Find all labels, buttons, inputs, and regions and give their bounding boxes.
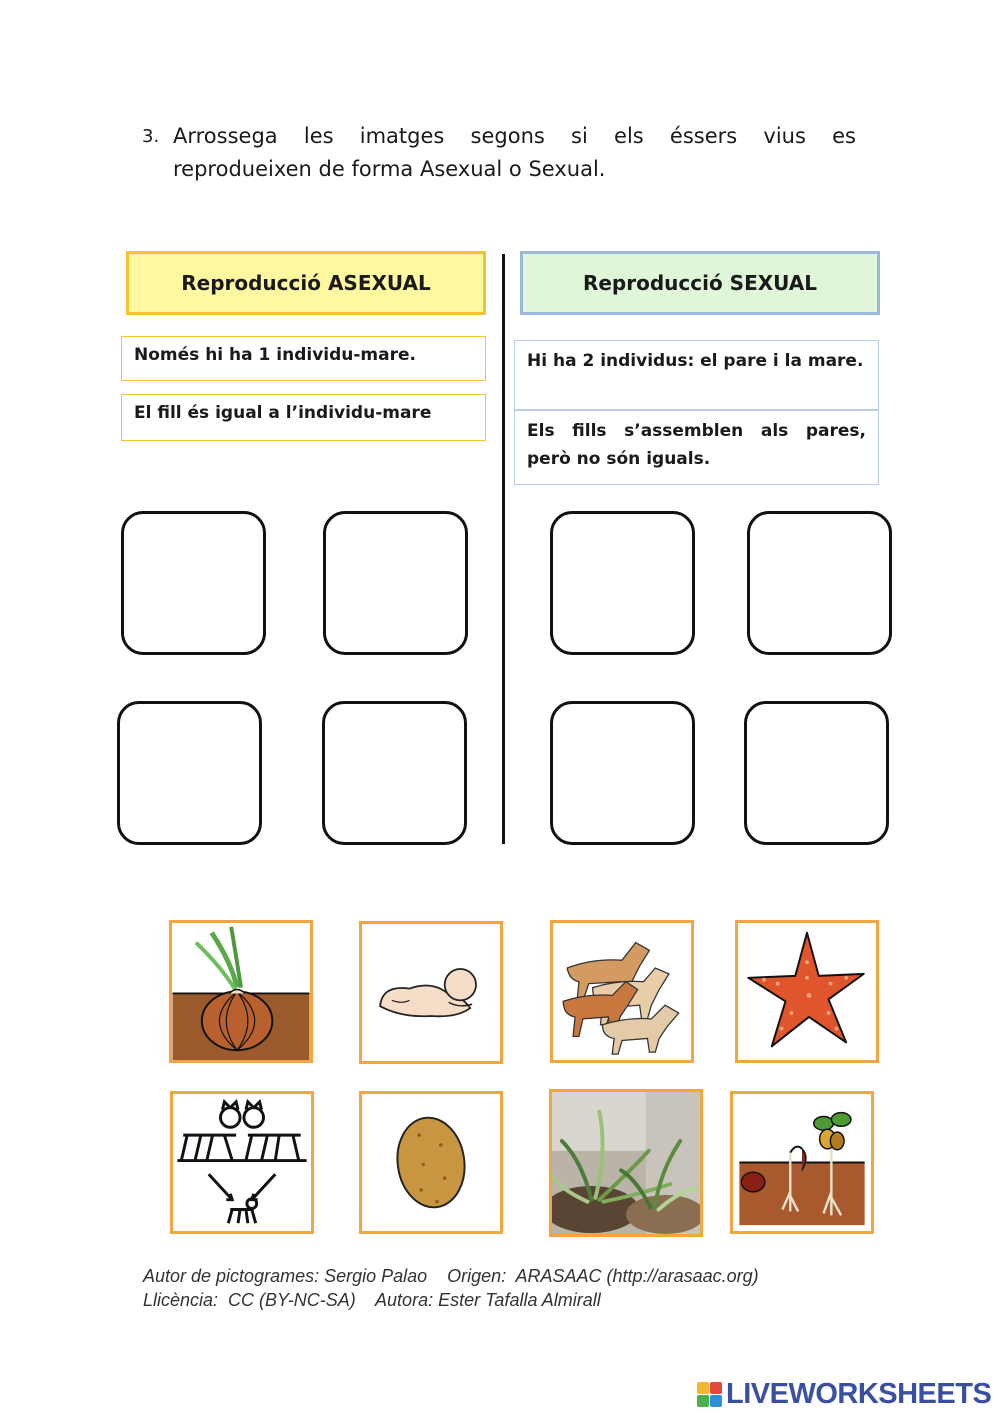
credits-line-1: Autor de pictogrames: Sergio Palao Origen: ARASAAC (http://arasaac.org) [143, 1266, 759, 1286]
asexual-drop-slot-3[interactable] [117, 701, 262, 845]
draggable-potato[interactable] [359, 1091, 503, 1234]
column-divider [502, 254, 505, 844]
draggable-onion[interactable] [169, 920, 313, 1063]
draggable-cats[interactable] [170, 1091, 314, 1234]
sexual-drop-slot-1[interactable] [550, 511, 695, 655]
onion-bulb-icon [172, 923, 310, 1060]
liveworksheets-logo-text: LIVEWORKSHEETS [726, 1378, 992, 1410]
asexual-info-1: Només hi ha 1 individu-mare. [121, 336, 486, 381]
sexual-header: Reproducció SEXUAL [520, 251, 880, 315]
sexual-drop-slot-2[interactable] [747, 511, 892, 655]
liveworksheets-logo-icon [697, 1382, 723, 1408]
sexual-drop-slot-4[interactable] [744, 701, 889, 845]
asexual-drop-slot-1[interactable] [121, 511, 266, 655]
sprouting-bean-icon [733, 1094, 871, 1231]
potato-icon [362, 1094, 500, 1231]
sexual-info-1: Hi ha 2 individus: el pare i la mare. [514, 340, 879, 410]
draggable-dogs[interactable] [550, 920, 694, 1063]
draggable-starfish[interactable] [735, 920, 879, 1063]
starfish-icon [738, 923, 876, 1060]
asexual-info-2: El fill és igual a l’individu-mare [121, 394, 486, 441]
cats-parents-offspring-icon [173, 1094, 311, 1231]
dogs-icon [553, 923, 691, 1060]
credits-line-2: Llicència: CC (BY-NC-SA) Autora: Ester Tafalla Almirall [143, 1290, 601, 1310]
asexual-drop-slot-2[interactable] [323, 511, 468, 655]
baby-icon [362, 924, 500, 1061]
sexual-info-2: Els fills s’assemblen als pares, però no són iguals. [514, 410, 879, 485]
sexual-drop-slot-3[interactable] [550, 701, 695, 845]
spider-plant-photo [552, 1092, 700, 1234]
asexual-drop-slot-4[interactable] [322, 701, 467, 845]
liveworksheets-logo [697, 1378, 991, 1411]
question-text-line-1: Arrossega les imatges segons si els éssers vius es [173, 124, 856, 148]
question-number: 3. [142, 126, 160, 147]
draggable-bean-sprout[interactable] [730, 1091, 874, 1234]
question-text-line-2: reprodueixen de forma Asexual o Sexual. [173, 157, 606, 181]
draggable-baby[interactable] [359, 921, 503, 1064]
asexual-header: Reproducció ASEXUAL [126, 251, 486, 315]
draggable-spider-plant[interactable] [549, 1089, 703, 1237]
